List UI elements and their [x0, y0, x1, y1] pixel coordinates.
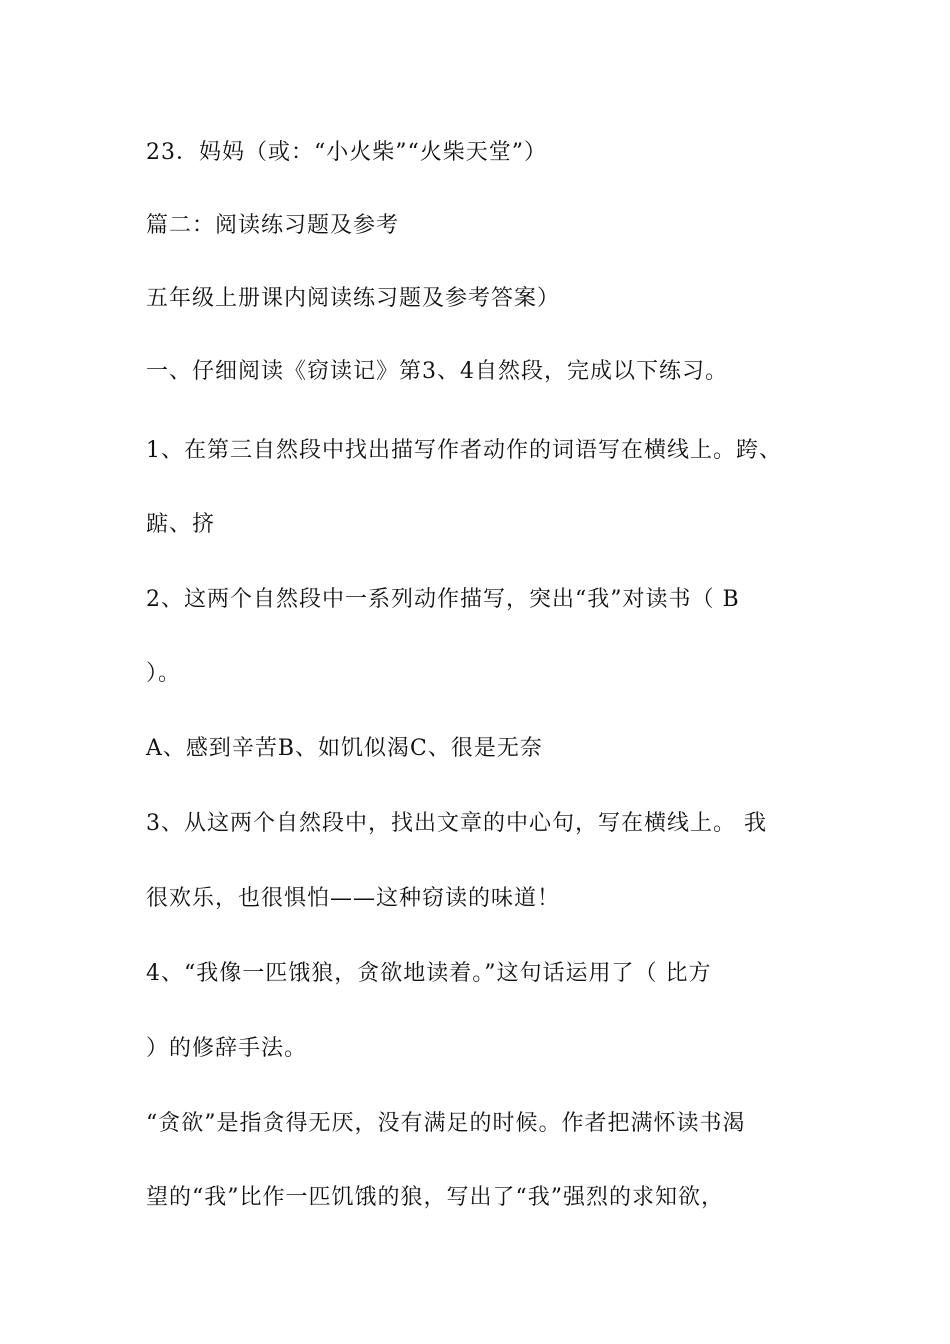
question-4-line: 4、“我像一匹饿狼，贪欲地读着。”这句话运用了（ 比方 [146, 961, 712, 986]
question-2-line: 2、这两个自然段中一系列动作描写，突出“我”对读书（ B [146, 587, 740, 612]
subtitle-line: 五年级上册课内阅读练习题及参考答案） [146, 286, 561, 311]
question-3-answer-line: 很欢乐，也很惧怕——这种窃读的味道！ [146, 886, 561, 911]
section-two-heading: 篇二：阅读练习题及参考 [146, 213, 400, 238]
question-2-continuation: ）。 [146, 661, 182, 686]
question-1-line: 1、在第三自然段中找出描写作者动作的词语写在横线上。跨、 [146, 438, 782, 463]
explanation-line-2: 望的“我”比作一匹饥饿的狼，写出了“我”强烈的求知欲， [146, 1185, 724, 1210]
part-one-instruction: 一、仔细阅读《窃读记》第3、4自然段，完成以下练习。 [146, 359, 728, 384]
answer-23-line: 23．妈妈（或：“小火柴”“火柴天堂”） [146, 140, 547, 165]
question-1-answer-line: 踮、挤 [146, 512, 216, 537]
question-2-options: A、感到辛苦B、如饥似渴C、很是无奈 [146, 736, 543, 761]
explanation-line-1: “贪欲”是指贪得无厌，没有满足的时候。作者把满怀读书渴 [146, 1111, 746, 1136]
question-3-line: 3、从这两个自然段中，找出文章的中心句，写在横线上。 我 [146, 811, 767, 836]
question-4-continuation: ）的修辞手法。 [146, 1036, 308, 1061]
